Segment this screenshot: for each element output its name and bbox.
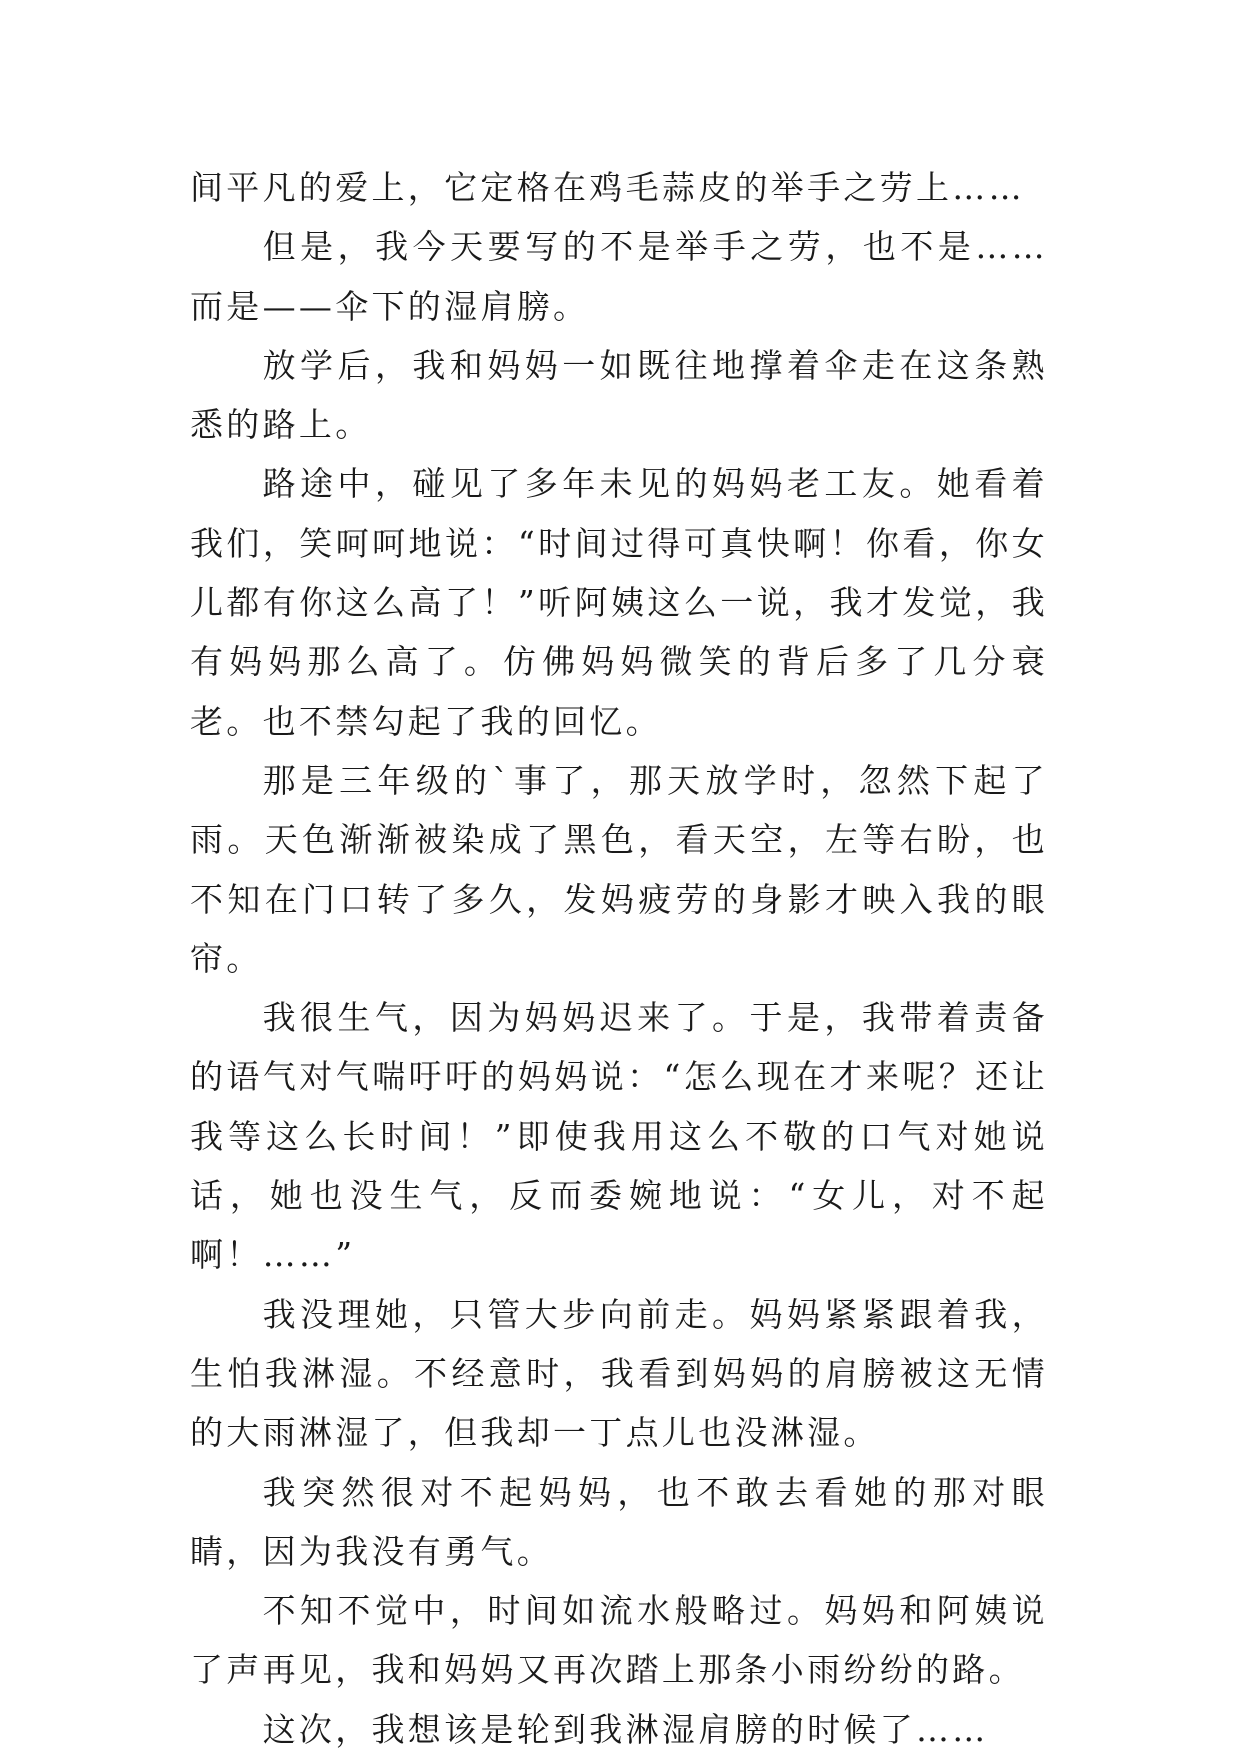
paragraph-9: 不知不觉中，时间如流水般略过。妈妈和阿姨说了声再见，我和妈妈又再次踏上那条小雨纷纷的路。 (190, 1591, 1048, 1690)
paragraph-2: 但是，我今天要写的不是举手之劳，也不是……而是——伞下的湿肩膀。 (190, 227, 1048, 326)
paragraph-4: 路途中，碰见了多年未见的妈妈老工友。她看着我们，笑呵呵地说：“时间过得可真快啊！你看，你女儿都有你这么高了！”听阿姨这么一说，我才发觉，我有妈妈那么高了。仿佛妈妈微笑的背后多了几分衰老。也不禁勾起了我的回忆。 (190, 464, 1048, 741)
paragraph-7: 我没理她，只管大步向前走。妈妈紧紧跟着我，生怕我淋湿。不经意时，我看到妈妈的肩膀被这无情的大雨淋湿了，但我却一丁点儿也没淋湿。 (190, 1294, 1048, 1453)
paragraph-6: 我很生气，因为妈妈迟来了。于是，我带着责备的语气对气喘吁吁的妈妈说：“怎么现在才来呢？还让我等这么长时间！”即使我用这么不敬的口气对她说话，她也没生气，反而委婉地说：“女儿，对不起啊！……” (190, 998, 1048, 1275)
document-body (190, 158, 1048, 1759)
paragraph-8: 我突然很对不起妈妈，也不敢去看她的那对眼睛，因为我没有勇气。 (190, 1472, 1048, 1571)
paragraph-5: 那是三年级的`事了，那天放学时，忽然下起了雨。天色渐渐被染成了黑色，看天空，左等右盼，也不知在门口转了多久，发妈疲劳的身影才映入我的眼帘。 (190, 760, 1048, 978)
paragraph-1: 间平凡的爱上，它定格在鸡毛蒜皮的举手之劳上…… (190, 168, 1025, 207)
paragraph-3: 放学后，我和妈妈一如既往地撑着伞走在这条熟悉的路上。 (190, 345, 1048, 445)
paragraph-10: 这次，我想该是轮到我淋湿肩膀的时候了…… (262, 1709, 989, 1749)
